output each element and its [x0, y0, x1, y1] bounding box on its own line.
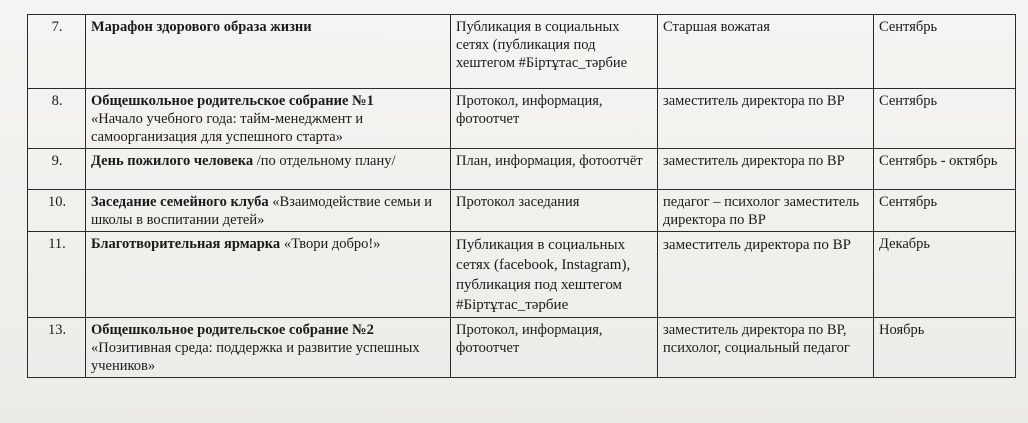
table-row [28, 190, 1016, 232]
responsible-cell: Старшая вожатая [658, 15, 874, 89]
table-row [28, 149, 1016, 190]
event-cell [86, 318, 451, 378]
event-title: День пожилого человека [91, 153, 254, 169]
row-number: 10. [28, 190, 86, 232]
event-description: «Позитивная среда: поддержка и развитие успешных учеников» [91, 340, 420, 374]
event-description: /по отдельному плану/ [253, 153, 396, 169]
events-plan-table [27, 14, 1016, 378]
table-row [28, 232, 1016, 318]
table-row [28, 89, 1016, 149]
event-description: «Взаимодействие семьи и школы в воспитании детей» [91, 194, 433, 228]
event-title: Общешкольное родительское собрание №1 [91, 93, 374, 109]
row-number: 9. [28, 149, 86, 190]
result-cell: Протокол, информация, фотоотчет [451, 318, 658, 378]
table-row [28, 318, 1016, 378]
row-number: 13. [28, 318, 86, 378]
responsible-cell: заместитель директора по ВР [658, 232, 874, 318]
responsible-cell: заместитель директора по ВР, психолог, социальный педагог [658, 318, 874, 378]
event-title: Благотворительная ярмарка [91, 236, 281, 252]
responsible-cell: заместитель директора по ВР [658, 89, 874, 149]
event-description: «Твори добро!» [280, 236, 381, 252]
row-number: 8. [28, 89, 86, 149]
result-cell: Протокол заседания [451, 190, 658, 232]
responsible-cell: педагог – психолог заместитель директора по ВР [658, 190, 874, 232]
event-cell [86, 190, 451, 232]
event-cell [86, 232, 451, 318]
event-title: Общешкольное родительское собрание №2 [91, 322, 374, 338]
event-cell [86, 15, 451, 89]
result-cell: Публикация в социальных сетях (публикация под хештегом #Біртұтас_тәрбие [451, 15, 658, 89]
row-number: 7. [28, 15, 86, 89]
date-cell: Сентябрь [874, 89, 1016, 149]
date-cell: Сентябрь - октябрь [874, 149, 1016, 190]
date-cell: Декабрь [874, 232, 1016, 318]
event-title: Марафон здорового образа жизни [91, 19, 312, 35]
result-cell: Публикация в социальных сетях (facebook, Instagram), публикация под хештегом #Біртұтас_тәрбие [451, 232, 658, 318]
event-description: «Начало учебного года: тайм-менеджмент и самоорганизация для успешного старта» [91, 111, 364, 145]
event-title: Заседание семейного клуба [91, 194, 269, 210]
event-cell [86, 149, 451, 190]
result-cell: План, информация, фотоотчёт [451, 149, 658, 190]
responsible-cell: заместитель директора по ВР [658, 149, 874, 190]
table-row [28, 15, 1016, 89]
row-number: 11. [28, 232, 86, 318]
date-cell: Сентябрь [874, 15, 1016, 89]
result-cell: Протокол, информация, фотоотчет [451, 89, 658, 149]
event-cell [86, 89, 451, 149]
date-cell: Ноябрь [874, 318, 1016, 378]
date-cell: Сентябрь [874, 190, 1016, 232]
